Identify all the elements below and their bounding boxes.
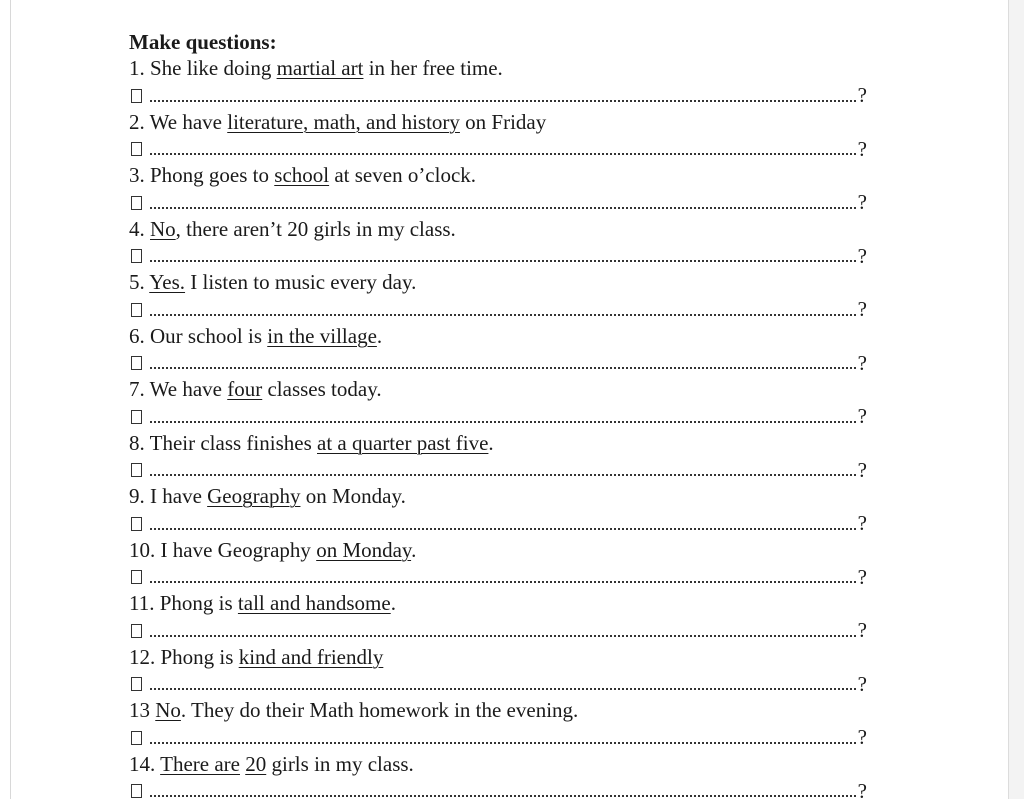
underlined-phrase: four [227, 377, 262, 401]
question-text: 1. She like doing [129, 56, 277, 80]
question-13 [129, 697, 889, 724]
answer-line-7[interactable] [129, 403, 867, 430]
question-text: 13 [129, 698, 155, 722]
question-text: on Friday [460, 110, 546, 134]
question-10 [129, 537, 889, 564]
answer-line-1[interactable] [129, 82, 867, 109]
question-mark: ? [856, 778, 867, 804]
question-mark: ? [856, 350, 867, 377]
worksheet [129, 29, 889, 804]
checkbox-icon [131, 517, 142, 531]
underlined-phrase: school [274, 163, 329, 187]
question-text: 5. [129, 270, 149, 294]
question-text: classes today. [262, 377, 381, 401]
question-mark: ? [856, 296, 867, 323]
question-text: 10. I have Geography [129, 538, 316, 562]
question-mark: ? [856, 671, 867, 698]
checkbox-icon [131, 784, 142, 798]
question-text: I listen to music every day. [185, 270, 416, 294]
question-text: 14. [129, 752, 160, 776]
question-text: 4. [129, 217, 150, 241]
question-text: . [391, 591, 396, 615]
question-mark: ? [856, 457, 867, 484]
checkbox-icon [131, 89, 142, 103]
question-9 [129, 483, 889, 510]
question-text: 12. Phong is [129, 645, 239, 669]
question-text: . They do their Math homework in the evening. [181, 698, 578, 722]
question-text: 9. I have [129, 484, 207, 508]
answer-line-13[interactable] [129, 724, 867, 751]
underlined-phrase: at a quarter past five [317, 431, 488, 455]
question-text: . [488, 431, 493, 455]
underlined-phrase: literature, math, and history [227, 110, 460, 134]
dotted-answer-blank[interactable] [150, 528, 856, 530]
dotted-answer-blank[interactable] [150, 207, 856, 209]
checkbox-icon [131, 731, 142, 745]
underlined-phrase: on Monday [316, 538, 411, 562]
question-text: at seven o’clock. [329, 163, 476, 187]
dotted-answer-blank[interactable] [150, 474, 856, 476]
checkbox-icon [131, 249, 142, 263]
answer-line-11[interactable] [129, 617, 867, 644]
question-mark: ? [856, 403, 867, 430]
question-mark: ? [856, 724, 867, 751]
question-4 [129, 216, 889, 243]
dotted-answer-blank[interactable] [150, 153, 856, 155]
question-6 [129, 323, 889, 350]
question-5 [129, 269, 889, 296]
underlined-phrase: No [155, 698, 181, 722]
checkbox-icon [131, 677, 142, 691]
checkbox-icon [131, 356, 142, 370]
page-right-margin [1008, 0, 1024, 799]
underlined-phrase: 20 [245, 752, 266, 776]
dotted-answer-blank[interactable] [150, 635, 856, 637]
question-text: 2. We have [129, 110, 227, 134]
checkbox-icon [131, 410, 142, 424]
underlined-phrase: tall and handsome [238, 591, 391, 615]
question-3 [129, 162, 889, 189]
answer-line-5[interactable] [129, 296, 867, 323]
question-text: . [411, 538, 416, 562]
underlined-phrase: kind and friendly [239, 645, 384, 669]
answer-line-8[interactable] [129, 457, 867, 484]
dotted-answer-blank[interactable] [150, 795, 856, 797]
underlined-phrase: martial art [277, 56, 364, 80]
answer-line-10[interactable] [129, 564, 867, 591]
question-mark: ? [856, 82, 867, 109]
question-mark: ? [856, 617, 867, 644]
dotted-answer-blank[interactable] [150, 260, 856, 262]
answer-line-2[interactable] [129, 136, 867, 163]
question-mark: ? [856, 136, 867, 163]
question-list [129, 55, 889, 804]
dotted-answer-blank[interactable] [150, 367, 856, 369]
dotted-answer-blank[interactable] [150, 581, 856, 583]
question-mark: ? [856, 189, 867, 216]
answer-line-6[interactable] [129, 350, 867, 377]
question-text: in her free time. [363, 56, 502, 80]
checkbox-icon [131, 142, 142, 156]
question-text: 11. Phong is [129, 591, 238, 615]
checkbox-icon [131, 196, 142, 210]
dotted-answer-blank[interactable] [150, 688, 856, 690]
question-14 [129, 751, 889, 778]
question-2 [129, 109, 889, 136]
question-mark: ? [856, 510, 867, 537]
page-left-edge [10, 0, 11, 799]
checkbox-icon [131, 624, 142, 638]
question-11 [129, 590, 889, 617]
checkbox-icon [131, 303, 142, 317]
question-text: . [377, 324, 382, 348]
question-text: 8. Their class finishes [129, 431, 317, 455]
underlined-phrase: There are [160, 752, 240, 776]
question-mark: ? [856, 243, 867, 270]
question-text: on Monday. [300, 484, 405, 508]
answer-line-12[interactable] [129, 671, 867, 698]
answer-line-3[interactable] [129, 189, 867, 216]
question-mark: ? [856, 564, 867, 591]
question-text: 3. Phong goes to [129, 163, 274, 187]
dotted-answer-blank[interactable] [150, 742, 856, 744]
question-text: 6. Our school is [129, 324, 267, 348]
underlined-phrase: Yes. [149, 270, 185, 294]
worksheet-title: Make questions: [129, 29, 889, 55]
question-text: 7. We have [129, 377, 227, 401]
dotted-answer-blank[interactable] [150, 314, 856, 316]
question-7 [129, 376, 889, 403]
answer-line-14[interactable] [129, 778, 867, 804]
question-1 [129, 55, 889, 82]
answer-line-4[interactable] [129, 243, 867, 270]
dotted-answer-blank[interactable] [150, 421, 856, 423]
question-8 [129, 430, 889, 457]
question-12 [129, 644, 889, 671]
question-text: , there aren’t 20 girls in my class. [176, 217, 456, 241]
underlined-phrase: in the village [267, 324, 377, 348]
underlined-phrase: Geography [207, 484, 300, 508]
checkbox-icon [131, 463, 142, 477]
underlined-phrase: No [150, 217, 176, 241]
question-text: girls in my class. [266, 752, 414, 776]
answer-line-9[interactable] [129, 510, 867, 537]
checkbox-icon [131, 570, 142, 584]
dotted-answer-blank[interactable] [150, 100, 856, 102]
